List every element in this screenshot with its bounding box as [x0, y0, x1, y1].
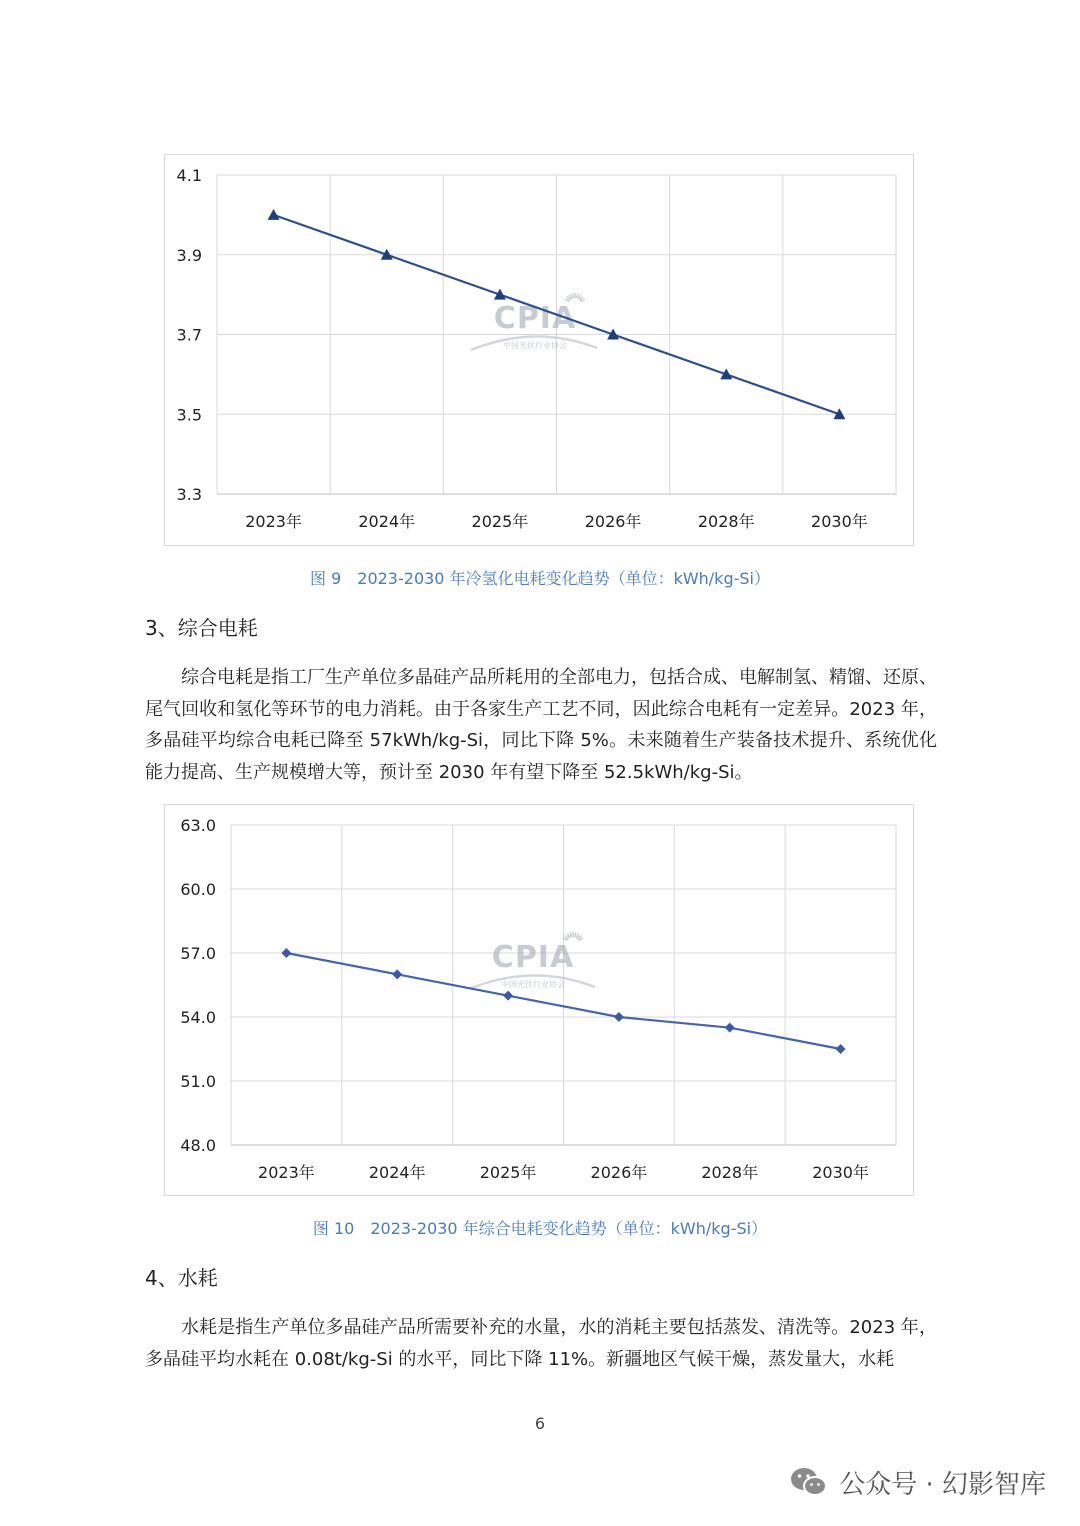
data-point — [268, 209, 280, 220]
x-tick-label: 2023年 — [245, 512, 302, 531]
y-tick-label: 63.0 — [180, 816, 216, 835]
paragraph-water-consumption: 水耗是指生产单位多晶硅产品所需要补充的水量，水的消耗主要包括蒸发、清洗等。2023 年，多晶硅平均水耗在 0.08t/kg-Si 的水平，同比下降 11%。新疆地区气候干燥，蒸发量大，水耗 — [145, 1317, 937, 1370]
watermark-org-text: 中国光伏行业协会 — [503, 341, 567, 350]
footer-brand — [789, 1462, 1046, 1502]
x-tick-label: 2030年 — [812, 1163, 869, 1182]
x-tick-label: 2025年 — [479, 1163, 537, 1182]
x-tick-label: 2026年 — [590, 1163, 648, 1182]
y-tick-label: 48.0 — [180, 1136, 216, 1155]
chart-cold-hydrogenation-power — [164, 154, 914, 546]
data-point — [614, 1012, 624, 1022]
x-tick-label: 2024年 — [358, 512, 416, 531]
x-tick-label: 2026年 — [584, 512, 642, 531]
y-tick-label: 3.7 — [176, 325, 202, 345]
data-point — [392, 969, 402, 979]
x-tick-label: 2028年 — [701, 1163, 759, 1182]
data-point — [725, 1023, 735, 1033]
y-tick-label: 54.0 — [180, 1008, 216, 1027]
watermark-logo-text: CPIA — [491, 940, 575, 975]
paragraph-comprehensive-power: 综合电耗是指工厂生产单位多晶硅产品所耗用的全部电力，包括合成、电解制氢、精馏、还原、尾气回收和氢化等环节的电力消耗。由于各家生产工艺不同，因此综合电耗有一定差异。2023 年，多晶硅平均综合电耗已降至 57kWh/kg-Si，同比下降 5%。未来随着生产装备技术提升、系统优化能力提高、生产规模增大等，预计至 2030 年有望下降至 52.5kWh/kg-Si。 — [145, 667, 937, 783]
y-tick-label: 3.3 — [176, 485, 202, 504]
footer-text: 公众号 · 幻影智库 — [839, 1469, 1046, 1500]
section-heading-3: 3、综合电耗 — [145, 616, 258, 640]
watermark-logo — [469, 932, 595, 989]
data-point — [281, 948, 291, 958]
x-tick-label: 2025年 — [471, 512, 529, 531]
chart-svg — [165, 155, 915, 547]
y-tick-label: 57.0 — [180, 944, 216, 963]
y-tick-label: 51.0 — [180, 1072, 216, 1091]
x-tick-label: 2024年 — [368, 1163, 426, 1182]
wechat-icon — [789, 1465, 829, 1499]
y-tick-label: 3.9 — [176, 245, 202, 265]
figure-9-caption: 图 9 2023-2030 年冷氢化电耗变化趋势（单位：kWh/kg-Si） — [310, 569, 770, 588]
y-tick-label: 60.0 — [180, 880, 216, 899]
x-tick-label: 2030年 — [811, 512, 868, 531]
chart-svg — [165, 805, 915, 1197]
section-heading-4: 4、水耗 — [145, 1266, 218, 1290]
data-point — [503, 991, 513, 1001]
x-tick-label: 2028年 — [697, 512, 755, 531]
chart-comprehensive-power — [164, 804, 914, 1196]
y-tick-label: 3.5 — [176, 405, 202, 425]
y-tick-label: 4.1 — [176, 166, 202, 185]
watermark-logo-text: CPIA — [493, 301, 577, 336]
data-point — [836, 1044, 846, 1054]
watermark-org-text: 中国光伏行业协会 — [501, 980, 565, 989]
page-number: 6 — [534, 1414, 546, 1433]
x-tick-label: 2023年 — [258, 1163, 315, 1182]
figure-10-caption: 图 10 2023-2030 年综合电耗变化趋势（单位：kWh/kg-Si） — [312, 1219, 768, 1238]
